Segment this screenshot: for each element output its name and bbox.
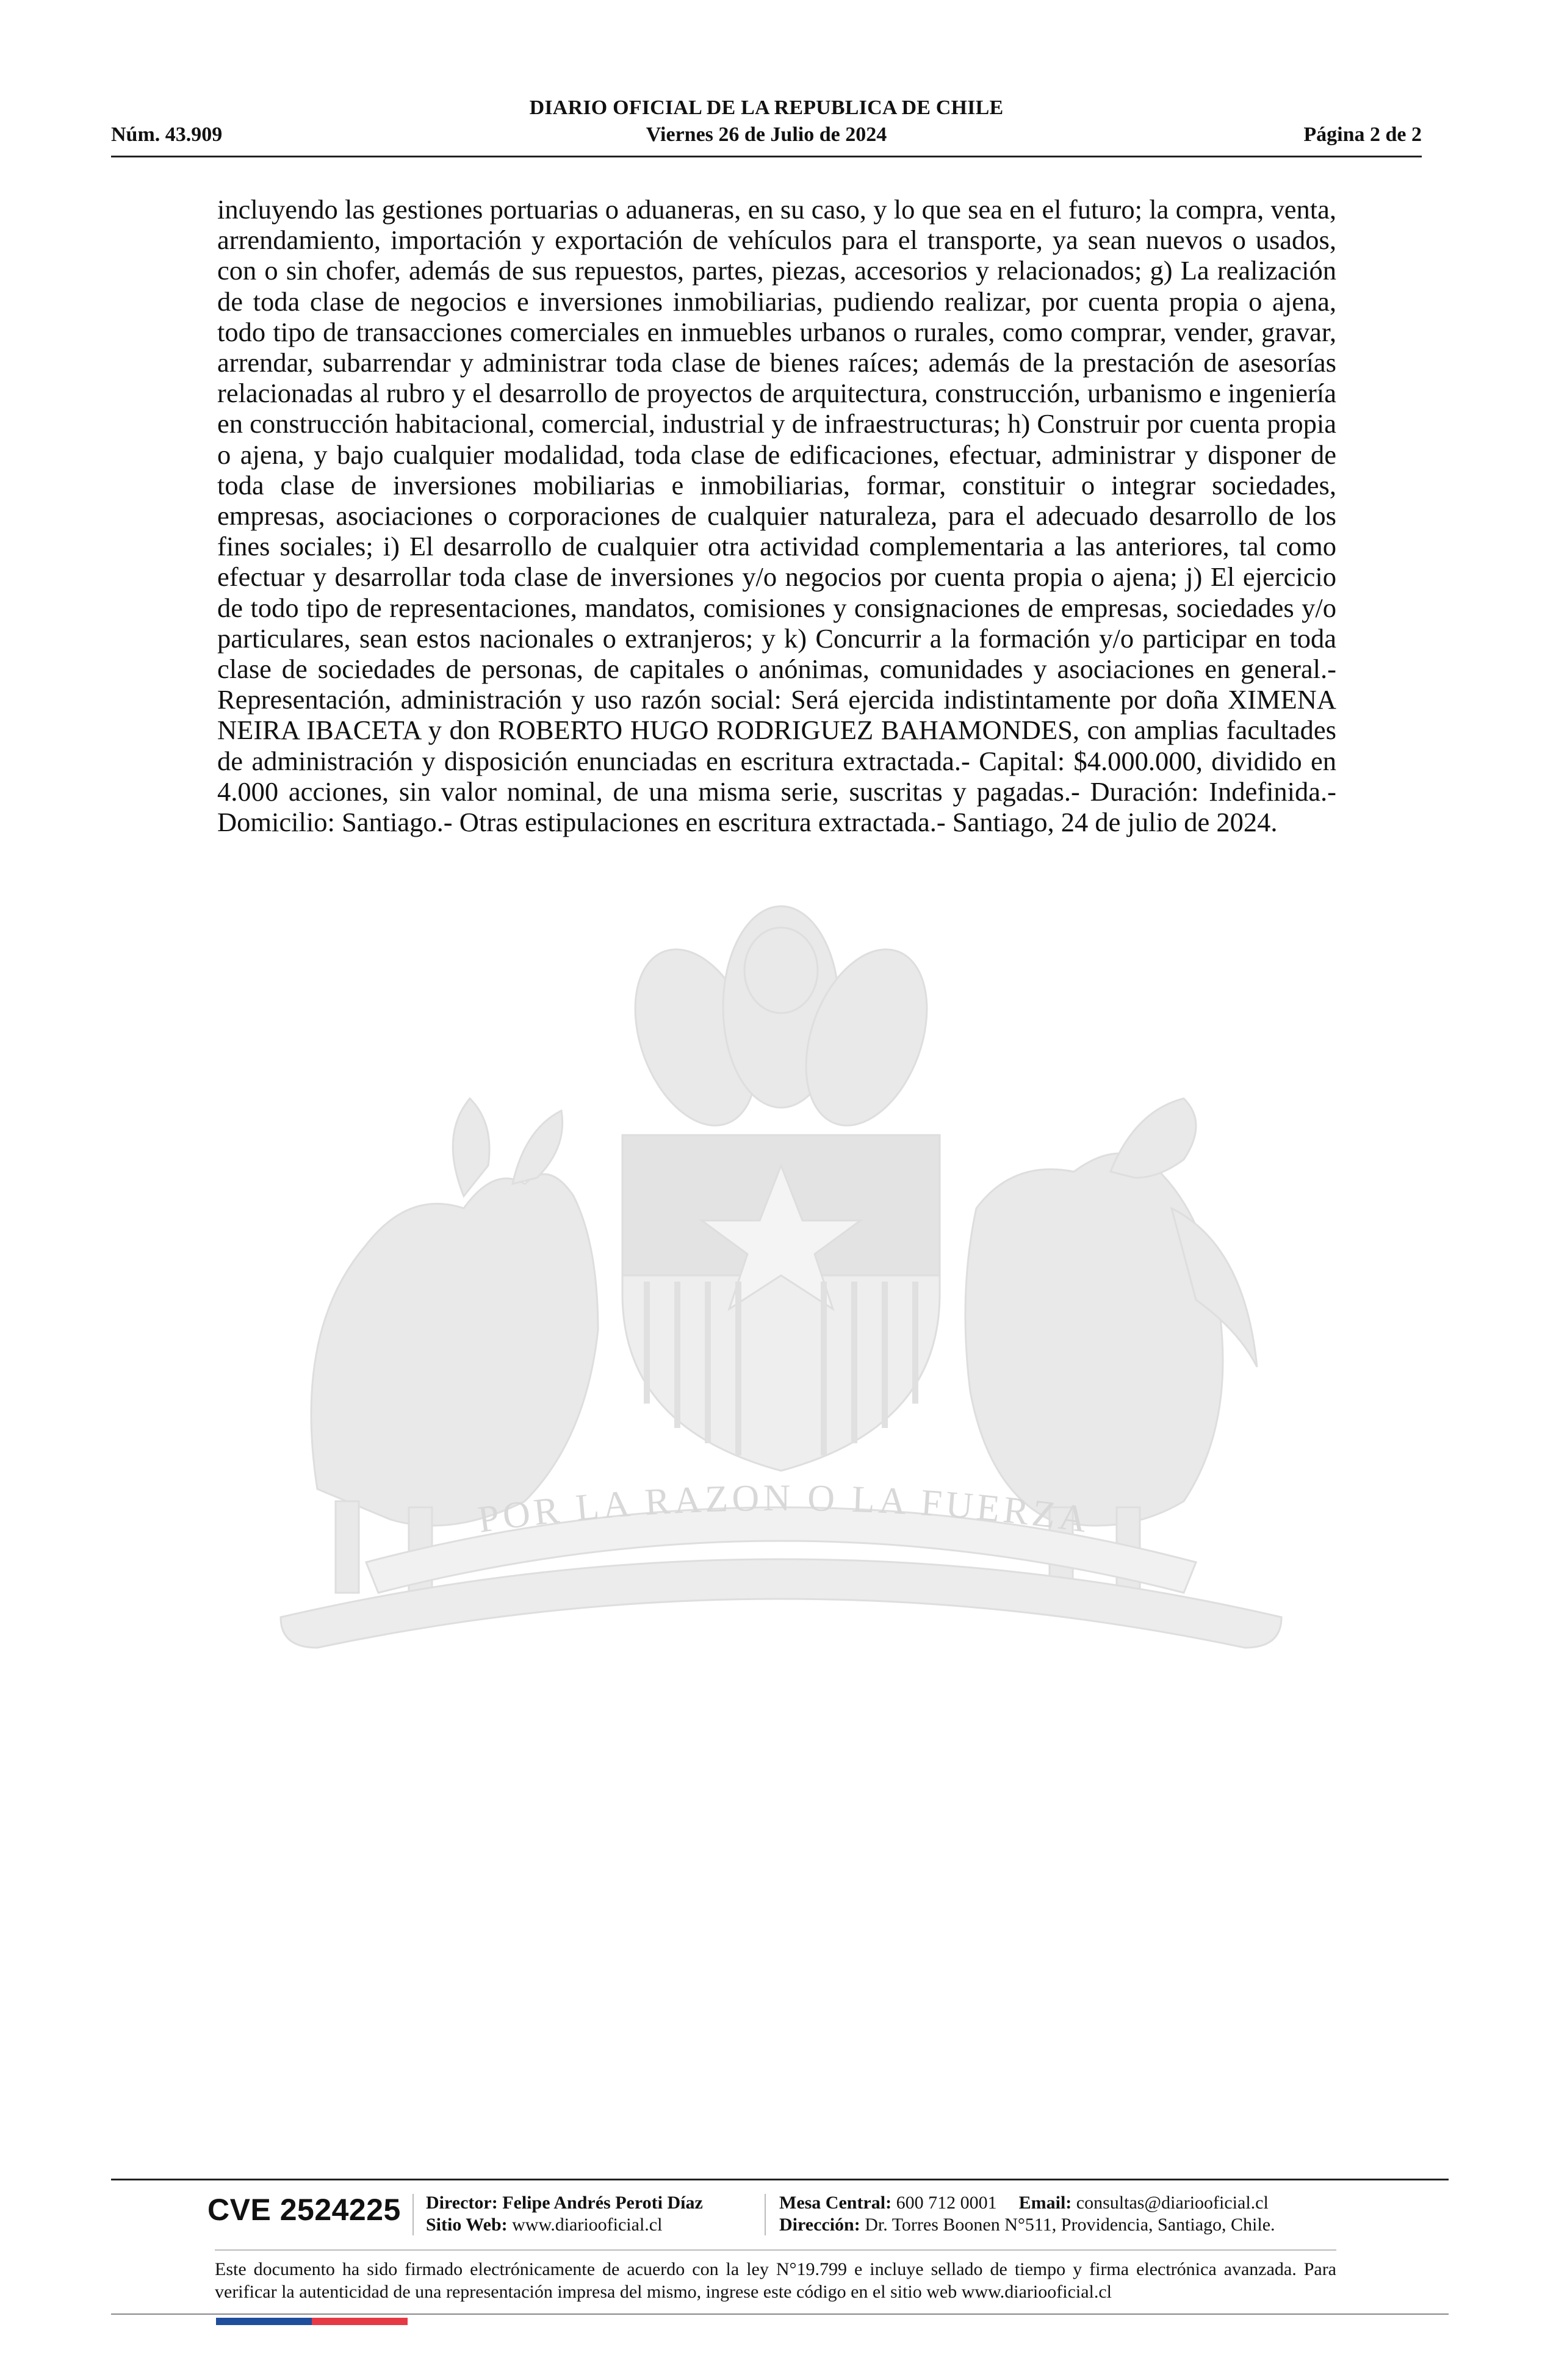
page-header xyxy=(111,93,1422,160)
legal-notice: Este documento ha sido firmado electrónicamente de acuerdo con la ley N°19.799 e incluye sellado de tiempo y firma electrónica avanzada. Para verificar la autenticidad de una representación impresa del mismo, ingrese este código en el sitio web www.diariooficial.cl xyxy=(215,2259,1336,2302)
page-number: Página 2 de 2 xyxy=(1303,123,1422,146)
header-divider xyxy=(111,156,1422,157)
email-link[interactable]: consultas@diariooficial.cl xyxy=(1076,2193,1269,2213)
notice-body-text: incluyendo las gestiones portuarias o aduaneras, en su caso, y lo que sea en el futuro; la compra, venta, arrendamiento, importación y exportación de vehículos para el transporte, ya sean nuevos o usados, con o sin chofer, además de sus repuestos, partes, piezas, accesorios y relacionados; g) La realización de toda clase de negocios e inversiones inmobiliarias, pudiendo realizar, por cuenta propia o ajena, todo tipo de transacciones comerciales en inmuebles urbanos o rurales, como comprar, vender, gravar, arrendar, subarrendar y administrar toda clase de bienes raíces; además de la prestación de asesorías relacionadas al rubro y el desarrollo de proyectos de arquitectura, construcción, urbanismo e ingeniería en construcción habitacional, comercial, industrial y de infraestructuras; h) Construir por cuenta propia o ajena, y bajo cualquier modalidad, toda clase de edificaciones, efectuar, administrar y disponer de toda clase de inversiones mobiliarias e inmobiliarias, formar, constituir o integrar sociedades, empresas, asociaciones o corporaciones de cualquier naturaleza, para el adecuado desarrollo de los fines sociales; i) El desarrollo de cualquier otra actividad complementaria a las anteriores, tal como efectuar y desarrollar toda clase de inversiones y/o negocios por cuenta propia o ajena; j) El ejercicio de todo tipo de representaciones, mandatos, comisiones y consignaciones de empresas, sociedades y/o particulares, sean estos nacionales o extranjeros; y k) Concurrir a la formación y/o participar en toda clase de sociedades de personas, de capitales o anónimas, comunidades y asociaciones en general.- Representación, administración y uso razón social: Será ejercida indistintamente por doña XIMENA NEIRA IBACETA y don ROBERTO HUGO RODRIGUEZ BAHAMONDES, con amplias facultades de administración y disposición enunciadas en escritura extractada.- Capital: $4.000.000, dividido en 4.000 acciones, sin valor nominal, de una misma serie, suscritas y pagadas.- Duración: Indefinida.- Domicilio: Santiago.- Otras estipulaciones en escritura extractada.- Santiago, 24 de julio de 2024. xyxy=(217,194,1336,838)
issue-number: Núm. 43.909 xyxy=(111,123,223,146)
publication-title: DIARIO OFICIAL DE LA REPUBLICA DE CHILE xyxy=(529,96,1004,119)
mesa-central-phone: 600 712 0001 xyxy=(896,2193,997,2213)
website-label: Sitio Web: xyxy=(426,2215,508,2235)
mesa-central-label: Mesa Central: xyxy=(779,2193,892,2213)
address-label: Dirección: xyxy=(779,2215,860,2235)
flag-segment xyxy=(216,2318,264,2325)
motto-text: POR LA RAZON O LA FUERZA xyxy=(475,1477,1093,1542)
director-name: Felipe Andrés Peroti Díaz xyxy=(502,2193,703,2213)
footer-divider-middle xyxy=(215,2249,1336,2251)
flag-segment xyxy=(264,2318,312,2325)
website-link[interactable]: www.diariooficial.cl xyxy=(512,2215,663,2235)
director-label: Director: xyxy=(426,2193,498,2213)
flag-segment xyxy=(360,2318,408,2325)
flag-color-bar xyxy=(216,2318,408,2325)
cve-code: CVE 2524225 xyxy=(207,2193,401,2227)
footer-director-column xyxy=(426,2192,703,2236)
footer-contact-column xyxy=(779,2192,1275,2236)
email-label: Email: xyxy=(1018,2193,1072,2213)
coat-of-arms-watermark xyxy=(207,903,1355,1672)
footer-separator xyxy=(765,2194,766,2235)
plumes-icon xyxy=(613,906,949,1142)
shield-icon xyxy=(622,1135,940,1471)
footer-divider-bottom xyxy=(111,2313,1449,2315)
issue-date: Viernes 26 de Julio de 2024 xyxy=(646,123,887,146)
footer-divider-top xyxy=(111,2179,1449,2180)
footer-separator xyxy=(412,2194,414,2235)
flag-segment xyxy=(312,2318,360,2325)
address-value: Dr. Torres Boonen N°511, Providencia, Santiago, Chile. xyxy=(865,2215,1275,2235)
